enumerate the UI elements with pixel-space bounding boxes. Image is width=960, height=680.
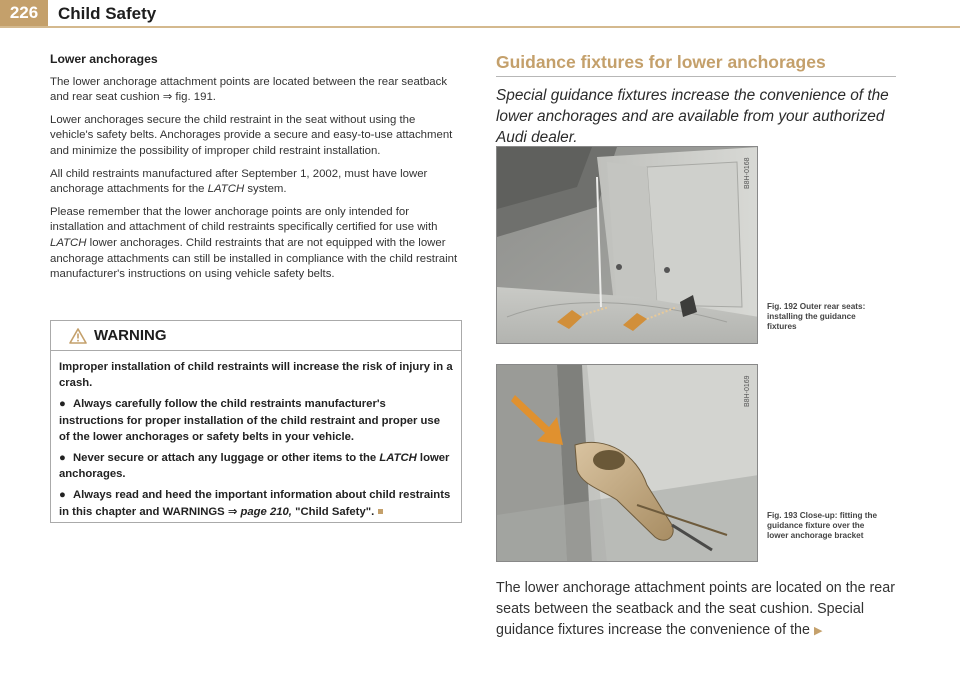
- page-number: 226: [0, 0, 48, 26]
- paragraph-2: Lower anchorages secure the child restraint in the seat without using the vehicle's safety belts. Anchorages provide a secure and easy-to-use attachment and minimize the possibility of improper child restraint installation.: [50, 113, 453, 157]
- section-title: Guidance fixtures for lower anchorages: [496, 52, 826, 72]
- section-heading: Lower anchorages: [50, 52, 158, 66]
- warning-bullet-3: ● Always read and heed the important information about child restraints in this chapter and WARNINGS ⇒ page 210, "Child Safety".: [59, 489, 451, 518]
- paragraph-3: All child restraints manufactured after September 1, 2002, must have lower anchorage attachments for the LATCH system.: [50, 167, 428, 196]
- figure-code: B8H-0169: [744, 375, 751, 407]
- figure-reference-link[interactable]: ⇒ fig. 191: [162, 91, 213, 104]
- header-rule: [0, 26, 960, 28]
- paragraph-4: Please remember that the lower anchorage points are only intended for installation and attachment of child restraints specifically certified for use with LATCH lower anchorages. Child restraints that are not equipped with the lower anchorage attachments can still be installed in compliance with the child restraint manufacturer's instructions on using vehicle safety belts.: [50, 205, 458, 281]
- continue-arrow-icon: ▶: [813, 625, 823, 637]
- paragraph-1: The lower anchorage attachment points are located between the rear seatback and rear seat cushion ⇒ fig. 191.: [50, 75, 448, 104]
- figure-192: [496, 146, 758, 344]
- warning-bullet-1: ● Always carefully follow the child restraints manufacturer's instructions for proper installation of the child restraint and proper use of the lower anchorages or safety belts in your vehicle.: [59, 398, 440, 443]
- warning-triangle-icon: [69, 328, 87, 344]
- lead-paragraph: Special guidance fixtures increase the convenience of the lower anchorages and are available from your authorized Audi dealer.: [496, 87, 889, 146]
- figure-192-caption: Fig. 192 Outer rear seats: installing the guidance fixtures: [767, 302, 866, 332]
- figure-193: [496, 364, 758, 562]
- chapter-title: Child Safety: [58, 4, 157, 23]
- warning-body: [51, 351, 461, 520]
- page-reference-link[interactable]: ⇒ page 210,: [227, 505, 292, 518]
- rear-seat-illustration: [497, 147, 758, 344]
- anchorage-closeup-illustration: [497, 365, 758, 562]
- figure-code: B8H-0168: [744, 157, 751, 189]
- left-column: [50, 52, 460, 290]
- warning-intro: Improper installation of child restraints will increase the risk of injury in a crash.: [59, 361, 453, 390]
- warning-box: [50, 320, 462, 523]
- end-mark: [378, 509, 383, 514]
- warning-bullet-2: ● Never secure or attach any luggage or other items to the LATCH lower anchorages.: [59, 452, 450, 481]
- title-rule: [496, 76, 896, 77]
- warning-title: WARNING: [94, 327, 167, 344]
- body-paragraph: The lower anchorage attachment points are located on the rear seats between the seatback and the seat cushion. Special guidance fixtures increase the convenience of the ▶: [496, 578, 916, 642]
- figure-193-caption: Fig. 193 Close-up: fitting the guidance fixture over the lower anchorage bracket: [767, 511, 878, 541]
- warning-header: [51, 321, 461, 351]
